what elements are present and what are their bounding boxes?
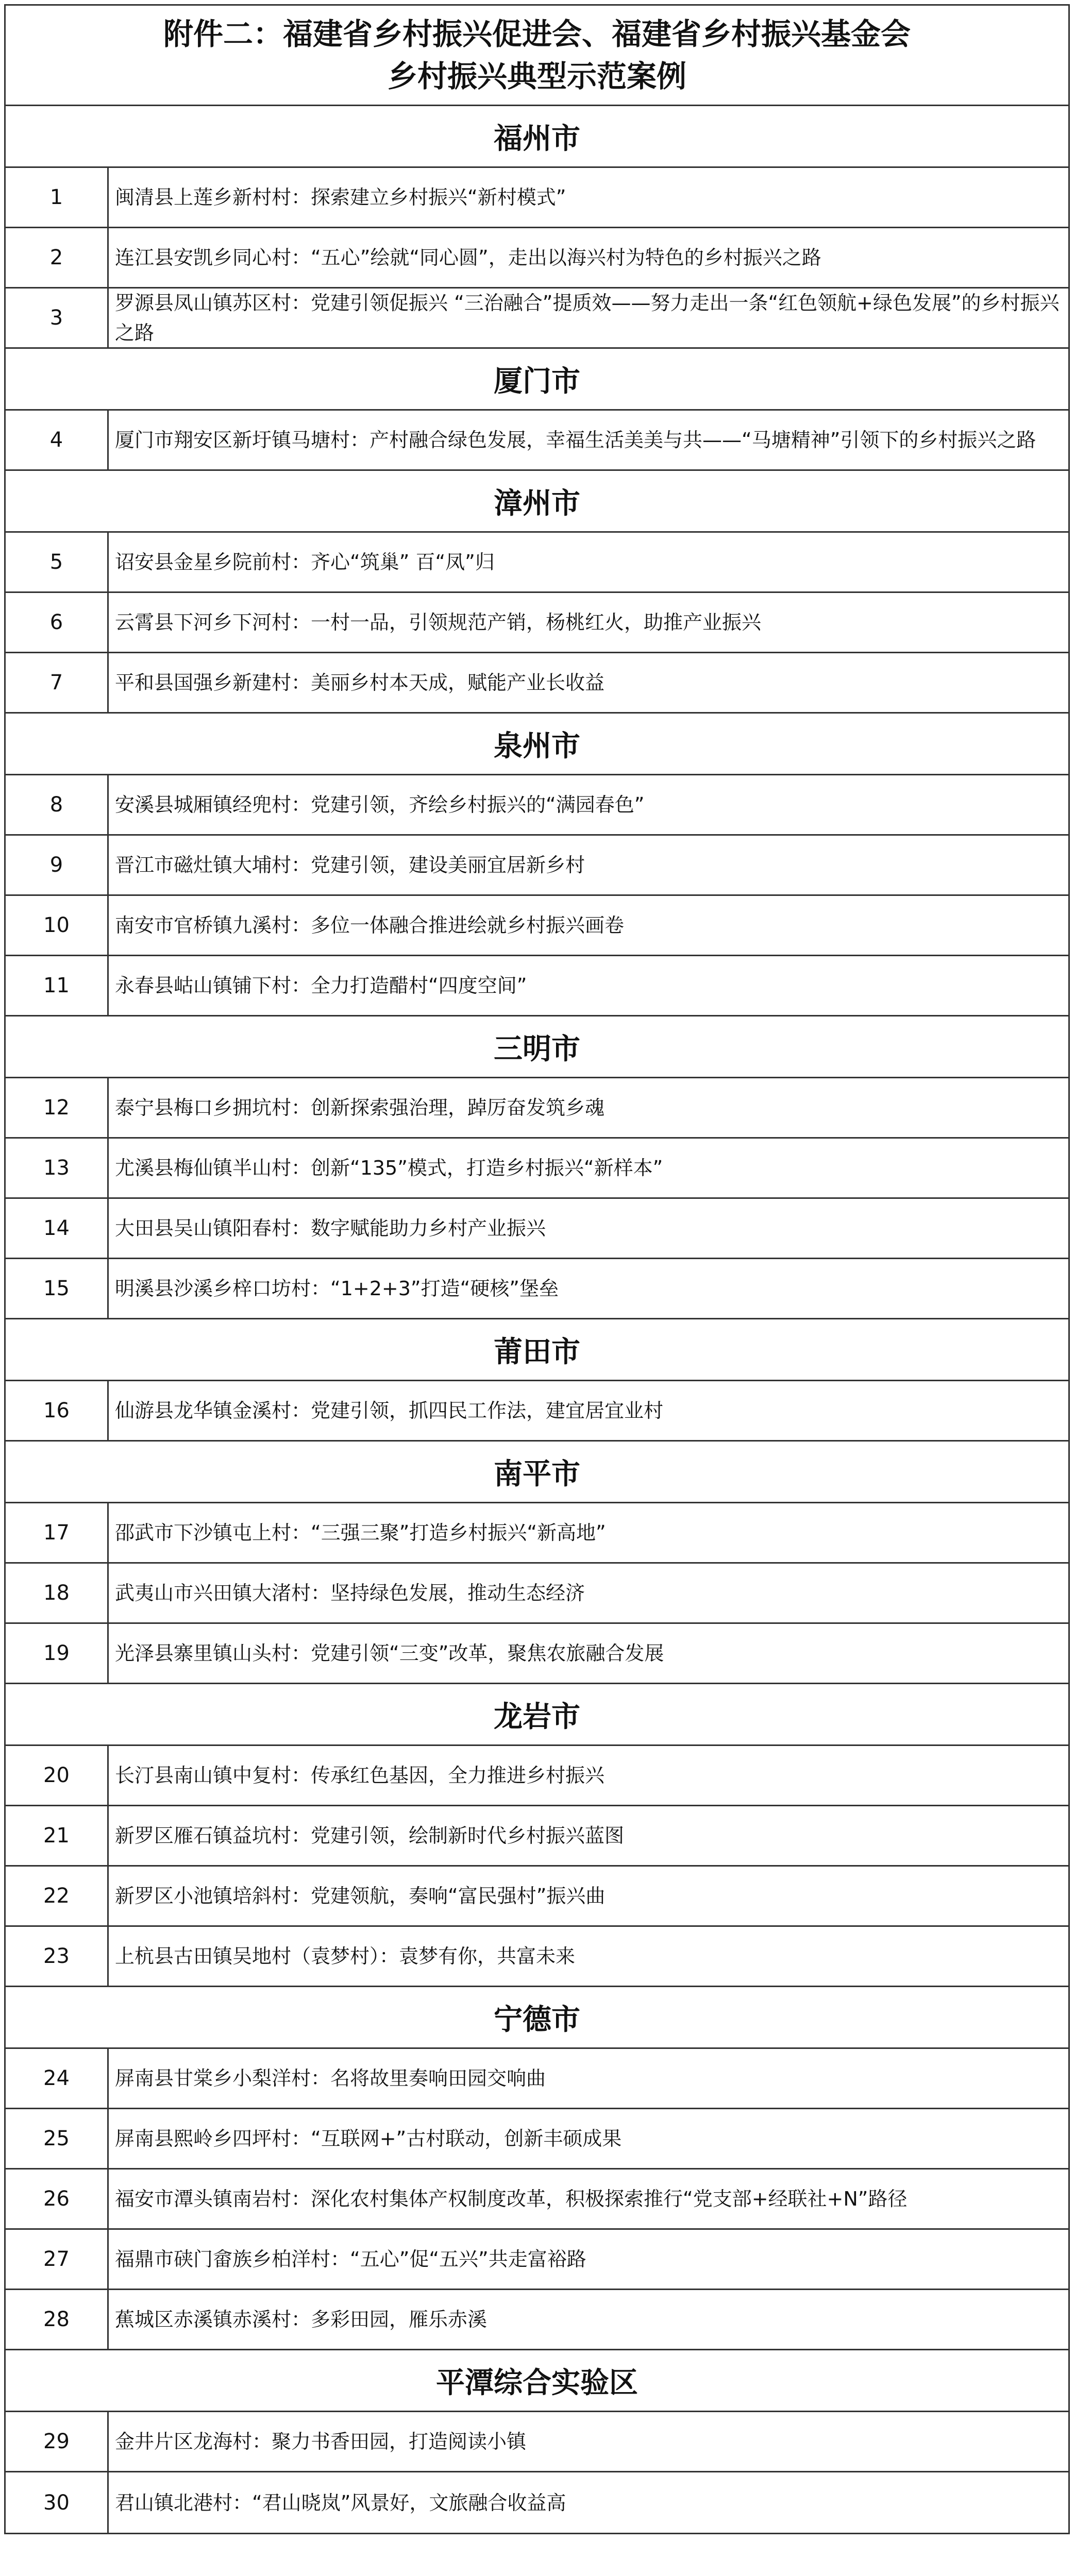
- table-row: [6, 289, 1068, 349]
- table-row: [6, 228, 1068, 289]
- table-row: [6, 1139, 1068, 1199]
- table-row: [6, 1806, 1068, 1867]
- table-row: [6, 593, 1068, 653]
- row-number: 3: [6, 289, 109, 347]
- section-header: 厦门市: [6, 349, 1068, 411]
- row-number: 22: [6, 1867, 109, 1925]
- case-title: 新罗区小池镇培斜村：党建领航，奏响“富民强村”振兴曲: [115, 1885, 606, 1907]
- table-row: [6, 2049, 1068, 2109]
- case-title: 安溪县城厢镇经兜村：党建引领，齐绘乡村振兴的“满园春色”: [115, 793, 645, 816]
- section-header: 泉州市: [6, 714, 1068, 775]
- table-row: [6, 2230, 1068, 2290]
- case-title: 泰宁县梅口乡拥坑村：创新探索强治理，踔厉奋发筑乡魂: [115, 1096, 605, 1119]
- section-header: 宁德市: [6, 1987, 1068, 2049]
- row-number: 2: [6, 228, 109, 287]
- section-header: 漳州市: [6, 471, 1068, 533]
- row-number: 25: [6, 2109, 109, 2168]
- row-number: 24: [6, 2049, 109, 2108]
- case-title: 连江县安凯乡同心村：“五心”绘就“同心圆”，走出以海兴村为特色的乡村振兴之路: [115, 246, 821, 269]
- case-title: 明溪县沙溪乡梓口坊村：“1+2+3”打造“硬核”堡垒: [115, 1277, 559, 1300]
- table-row: [6, 411, 1068, 471]
- row-number: 9: [6, 836, 109, 894]
- case-title: 蕉城区赤溪镇赤溪村：多彩田园，雁乐赤溪: [115, 2308, 488, 2331]
- section-header: 福州市: [6, 106, 1068, 168]
- case-title: 君山镇北港村：“君山晓岚”风景好，文旅融合收益高: [115, 2491, 566, 2514]
- row-number: 27: [6, 2230, 109, 2289]
- case-title: 罗源县凤山镇苏区村：党建引领促振兴 “三治融合”提质效——努力走出一条“红色领航+绿色发展”的乡村振兴之路: [115, 292, 1060, 344]
- table-row: [6, 1078, 1068, 1139]
- table-row: [6, 2290, 1068, 2350]
- case-title: 长汀县南山镇中复村：传承红色基因，全力推进乡村振兴: [115, 1764, 605, 1787]
- table-row: [6, 836, 1068, 896]
- table-row: [6, 1199, 1068, 1259]
- table-row: [6, 1746, 1068, 1806]
- row-number: 17: [6, 1503, 109, 1562]
- case-title: 金井片区龙海村：聚力书香田园，打造阅读小镇: [115, 2430, 527, 2453]
- row-number: 28: [6, 2290, 109, 2349]
- section-header: 三明市: [6, 1016, 1068, 1078]
- row-number: 20: [6, 1746, 109, 1805]
- section-header: 龙岩市: [6, 1684, 1068, 1746]
- table-body: [6, 106, 1068, 2533]
- table-row: [6, 1259, 1068, 1319]
- row-number: 26: [6, 2170, 109, 2228]
- table-row: [6, 1564, 1068, 1624]
- row-number: 13: [6, 1139, 109, 1197]
- row-number: 30: [6, 2472, 109, 2533]
- case-title: 光泽县寨里镇山头村：党建引领“三变”改革，聚焦农旅融合发展: [115, 1642, 664, 1665]
- row-number: 5: [6, 533, 109, 591]
- case-title: 南安市官桥镇九溪村：多位一体融合推进绘就乡村振兴画卷: [115, 914, 625, 937]
- case-title: 邵武市下沙镇屯上村：“三强三聚”打造乡村振兴“新高地”: [115, 1521, 606, 1544]
- table-row: [6, 653, 1068, 714]
- document-title: [6, 6, 1068, 106]
- table-row: [6, 1503, 1068, 1564]
- case-title: 晋江市磁灶镇大埔村：党建引领，建设美丽宜居新乡村: [115, 854, 585, 876]
- table-row: [6, 2170, 1068, 2230]
- row-number: 10: [6, 896, 109, 955]
- row-number: 7: [6, 653, 109, 712]
- table-row: [6, 2472, 1068, 2533]
- case-title: 平和县国强乡新建村：美丽乡村本天成，赋能产业长收益: [115, 671, 605, 694]
- row-number: 15: [6, 1259, 109, 1318]
- table-row: [6, 2109, 1068, 2170]
- document-table: [4, 4, 1070, 2534]
- row-number: 29: [6, 2412, 109, 2471]
- section-header: 平潭综合实验区: [6, 2350, 1068, 2412]
- row-number: 21: [6, 1806, 109, 1865]
- row-number: 11: [6, 956, 109, 1015]
- row-number: 18: [6, 1564, 109, 1622]
- case-title: 福鼎市硖门畲族乡柏洋村：“五心”促“五兴”共走富裕路: [115, 2248, 586, 2270]
- table-row: [6, 1867, 1068, 1927]
- row-number: 23: [6, 1927, 109, 1986]
- case-title: 屏南县熙岭乡四坪村：“互联网+”古村联动，创新丰硕成果: [115, 2127, 622, 2150]
- case-title: 尤溪县梅仙镇半山村：创新“135”模式，打造乡村振兴“新样本”: [115, 1157, 663, 1179]
- case-title: 厦门市翔安区新圩镇马塘村：产村融合绿色发展，幸福生活美美与共——“马塘精神”引领下的乡村振兴之路: [115, 429, 1036, 451]
- title-line-1: 附件二：福建省乡村振兴促进会、福建省乡村振兴基金会: [163, 16, 911, 52]
- section-header: 南平市: [6, 1442, 1068, 1503]
- table-row: [6, 533, 1068, 593]
- title-line-2: 乡村振兴典型示范案例: [387, 59, 686, 94]
- row-number: 1: [6, 168, 109, 227]
- case-title: 仙游县龙华镇金溪村：党建引领，抓四民工作法，建宜居宜业村: [115, 1399, 664, 1422]
- table-row: [6, 2412, 1068, 2472]
- table-row: [6, 775, 1068, 836]
- row-number: 4: [6, 411, 109, 469]
- row-number: 12: [6, 1078, 109, 1137]
- case-title: 新罗区雁石镇益坑村：党建引领，绘制新时代乡村振兴蓝图: [115, 1824, 625, 1847]
- table-row: [6, 956, 1068, 1016]
- case-title: 武夷山市兴田镇大渚村：坚持绿色发展，推动生态经济: [115, 1582, 585, 1604]
- case-title: 闽清县上莲乡新村村：探索建立乡村振兴“新村模式”: [115, 186, 566, 209]
- table-row: [6, 168, 1068, 228]
- row-number: 8: [6, 775, 109, 834]
- row-number: 19: [6, 1624, 109, 1683]
- case-title: 屏南县甘棠乡小梨洋村：名将故里奏响田园交响曲: [115, 2067, 546, 2090]
- section-header: 莆田市: [6, 1319, 1068, 1381]
- case-title: 上杭县古田镇吴地村（袁梦村）：袁梦有你，共富未来: [115, 1945, 576, 1968]
- row-number: 6: [6, 593, 109, 652]
- row-number: 16: [6, 1381, 109, 1440]
- table-row: [6, 896, 1068, 956]
- table-row: [6, 1624, 1068, 1684]
- case-title: 诏安县金星乡院前村：齐心“筑巢” 百“凤”归: [115, 551, 495, 573]
- case-title: 福安市潭头镇南岩村：深化农村集体产权制度改革，积极探索推行“党支部+经联社+N”路径: [115, 2188, 908, 2210]
- case-title: 大田县吴山镇阳春村：数字赋能助力乡村产业振兴: [115, 1217, 546, 1240]
- table-row: [6, 1927, 1068, 1987]
- case-title: 永春县岵山镇铺下村：全力打造醋村“四度空间”: [115, 974, 527, 997]
- table-row: [6, 1381, 1068, 1442]
- row-number: 14: [6, 1199, 109, 1258]
- case-title: 云霄县下河乡下河村：一村一品，引领规范产销，杨桃红火，助推产业振兴: [115, 611, 762, 634]
